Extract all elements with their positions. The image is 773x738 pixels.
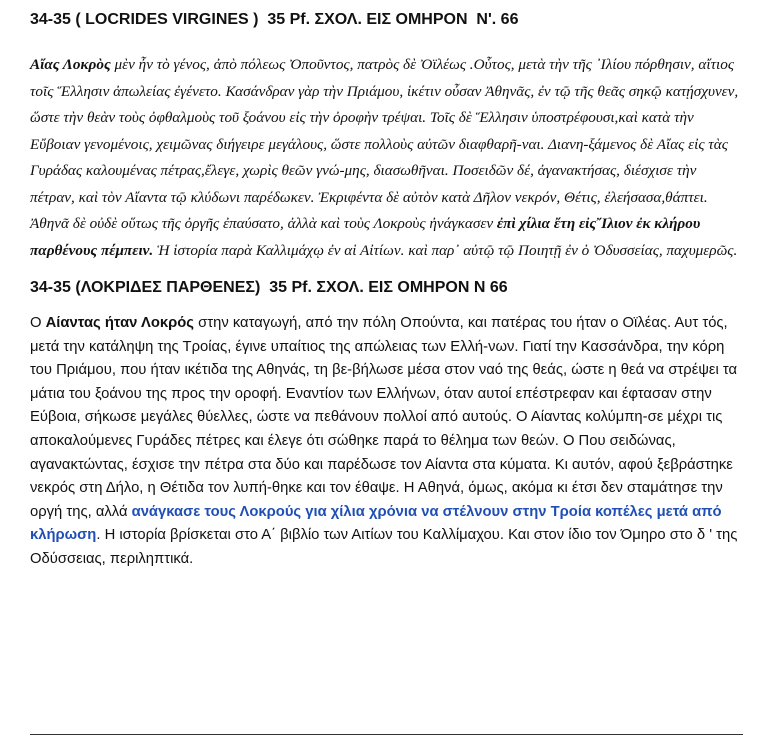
ancient-subject: Αἴας Λοκρὸς [30,56,111,73]
ancient-emphasis: ἐπὶ χίλια ἔτη εἰς῎Ιλιον ἐκ κλήρου παρθένους πέμπειν. [30,215,701,259]
section-title-ancient: 34-35 ( LOCRIDES VIRGINES ) 35 Pf. ΣΧΟΛ. ΕΙΣ ΟΜΗΡΟΝ Ν'. 66 [30,11,519,28]
modern-body-2: . Η ιστορία βρίσκεται στο Α΄ βιβλίο των Αιτίων του Καλλίμαχου. Και στον ίδιο τον Όμηρο στο δ ' της Οδύσσειας, περιληπτικά. [30,527,738,567]
bottom-divider [30,734,743,735]
ancient-body-1: μὲν ἦν τὸ γένος, ἀπὸ πόλεως Ὀποῦντος, πατρὸς δὲ Ὀϊλέως .Οὗτος, μετὰ τὴν τῆς ᾿Ιλίου πόρθησιν, αἴτιος τοῖς Ἕλλησιν ἀπωλείας ἐγένετο. Κασάνδραν γὰρ τὴν Πριάμου, ἱκέτιν οὖσαν Ἀθηνᾶς, ἐν τῷ τῆς θεᾶς σηκῷ κατῄσχυνεν, ὥστε τὴν θεὰν τοὺς ὀφθαλμοὺς τοῦ ξοάνου εἰς τὴν ὀροφὴν τρέψαι. Τοῖς δὲ Ἕλλησιν ὑποστρέφουσι,καὶ κατὰ τὴν Εὔβοιαν γενομένοις, χειμῶνας διήγειρε μεγάλους, ὥστε πολλοὺς αὐτῶν διαφθαρῆ-ναι. Διανη-ξάμενος δὲ Αἴας εἰς τὰς Γυράδας καλουμένας πέτρας,ἔλεγε, χωρὶς θεῶν γνώ-μης, διασωθῆναι. Ποσειδῶν δέ, ἀγανακτήσας, διέσχισε τὴν πέτραν, καὶ τὸν Αἴαντα τῷ κλύδωνι παρέδωκεν. Ἐκριφέντα δὲ αὐτὸν κατὰ Δῆλον νεκρόν, Θέτις, ἐλεήσασα,θάπτει. Ἀθηνᾶ δὲ οὐδὲ οὕτως τῆς ὀργῆς ἐπαύσατο, ἀλλὰ καὶ τοὺς Λοκροὺς ἠνάγκασεν [30,56,739,232]
modern-subject: Αίαντας ήταν Λοκρός [45,315,195,331]
ancient-greek-paragraph [30,52,743,264]
modern-body-1: στην καταγωγή, από την πόλη Οπούντα, και πατέρας του ήταν ο Οϊλέας. Αυτ τός, μετά την κατάληψη της Τροίας, έγινε υπαίτιος της απώλειας των Ελλή-νων. Γιατί την Κασσάνδρα, την κόρη του Πριάμου, που ήταν ικέτιδα της Αθηνάς, τη βε-βήλωσε μέσα στον ναό της θεάς, ώστε η θεά να στρέψει τα μάτια του ξοάνου της προς την οροφή. Εναντίον των Ελλήνων, όταν αυτοί επέστρεφαν και έφτασαν στην Εύβοια, σήκωσε μεγάλες θύελλες, ώστε να πεθάνουν πολλοί από αυτούς. Ο Αίαντας κολύμπη-σε μέχρι τις αποκαλούμενες Γυράδες πέτρες και έλεγε ότι σώθηκε παρά το θέλημα των θεών. Ο Που σειδώνας, αγανακτώντας, έσχισε την πέτρα στα δύο και παρέδωσε τον Αίαντα στα κύματα. Κι αυτόν, αφού ξεβράστηκε νεκρός στη Δήλο, η Θέτιδα τον λυπή-θηκε και τον έθαψε. Η Αθηνά, όμως, ακόμα κι έτσι δεν σταμάτησε την οργή της, αλλά [30,315,738,520]
modern-greek-paragraph [30,312,743,572]
section-title-modern: 34-35 (ΛΟΚΡΙΔΕΣ ΠΑΡΘΕΝΕΣ) 35 Pf. ΣΧΟΛ. ΕΙΣ ΟΜΗΡΟΝ Ν 66 [30,279,508,296]
modern-prefix: Ο [30,315,46,331]
modern-emphasis: ανάγκασε τους Λοκρούς για χίλια χρόνια να στέλνουν στην Τροία κοπέλες μετά από κλήρωση [30,503,722,544]
ancient-body-2: Ἡ ἱστορία παρὰ Καλλιμάχῳ ἐν αἱ Αἰτίων. καὶ παρ᾿ αὐτῷ τῷ Ποιητῇ ἐν ὁ Ὀδυσσείας, παχυμερῶς. [153,241,738,259]
